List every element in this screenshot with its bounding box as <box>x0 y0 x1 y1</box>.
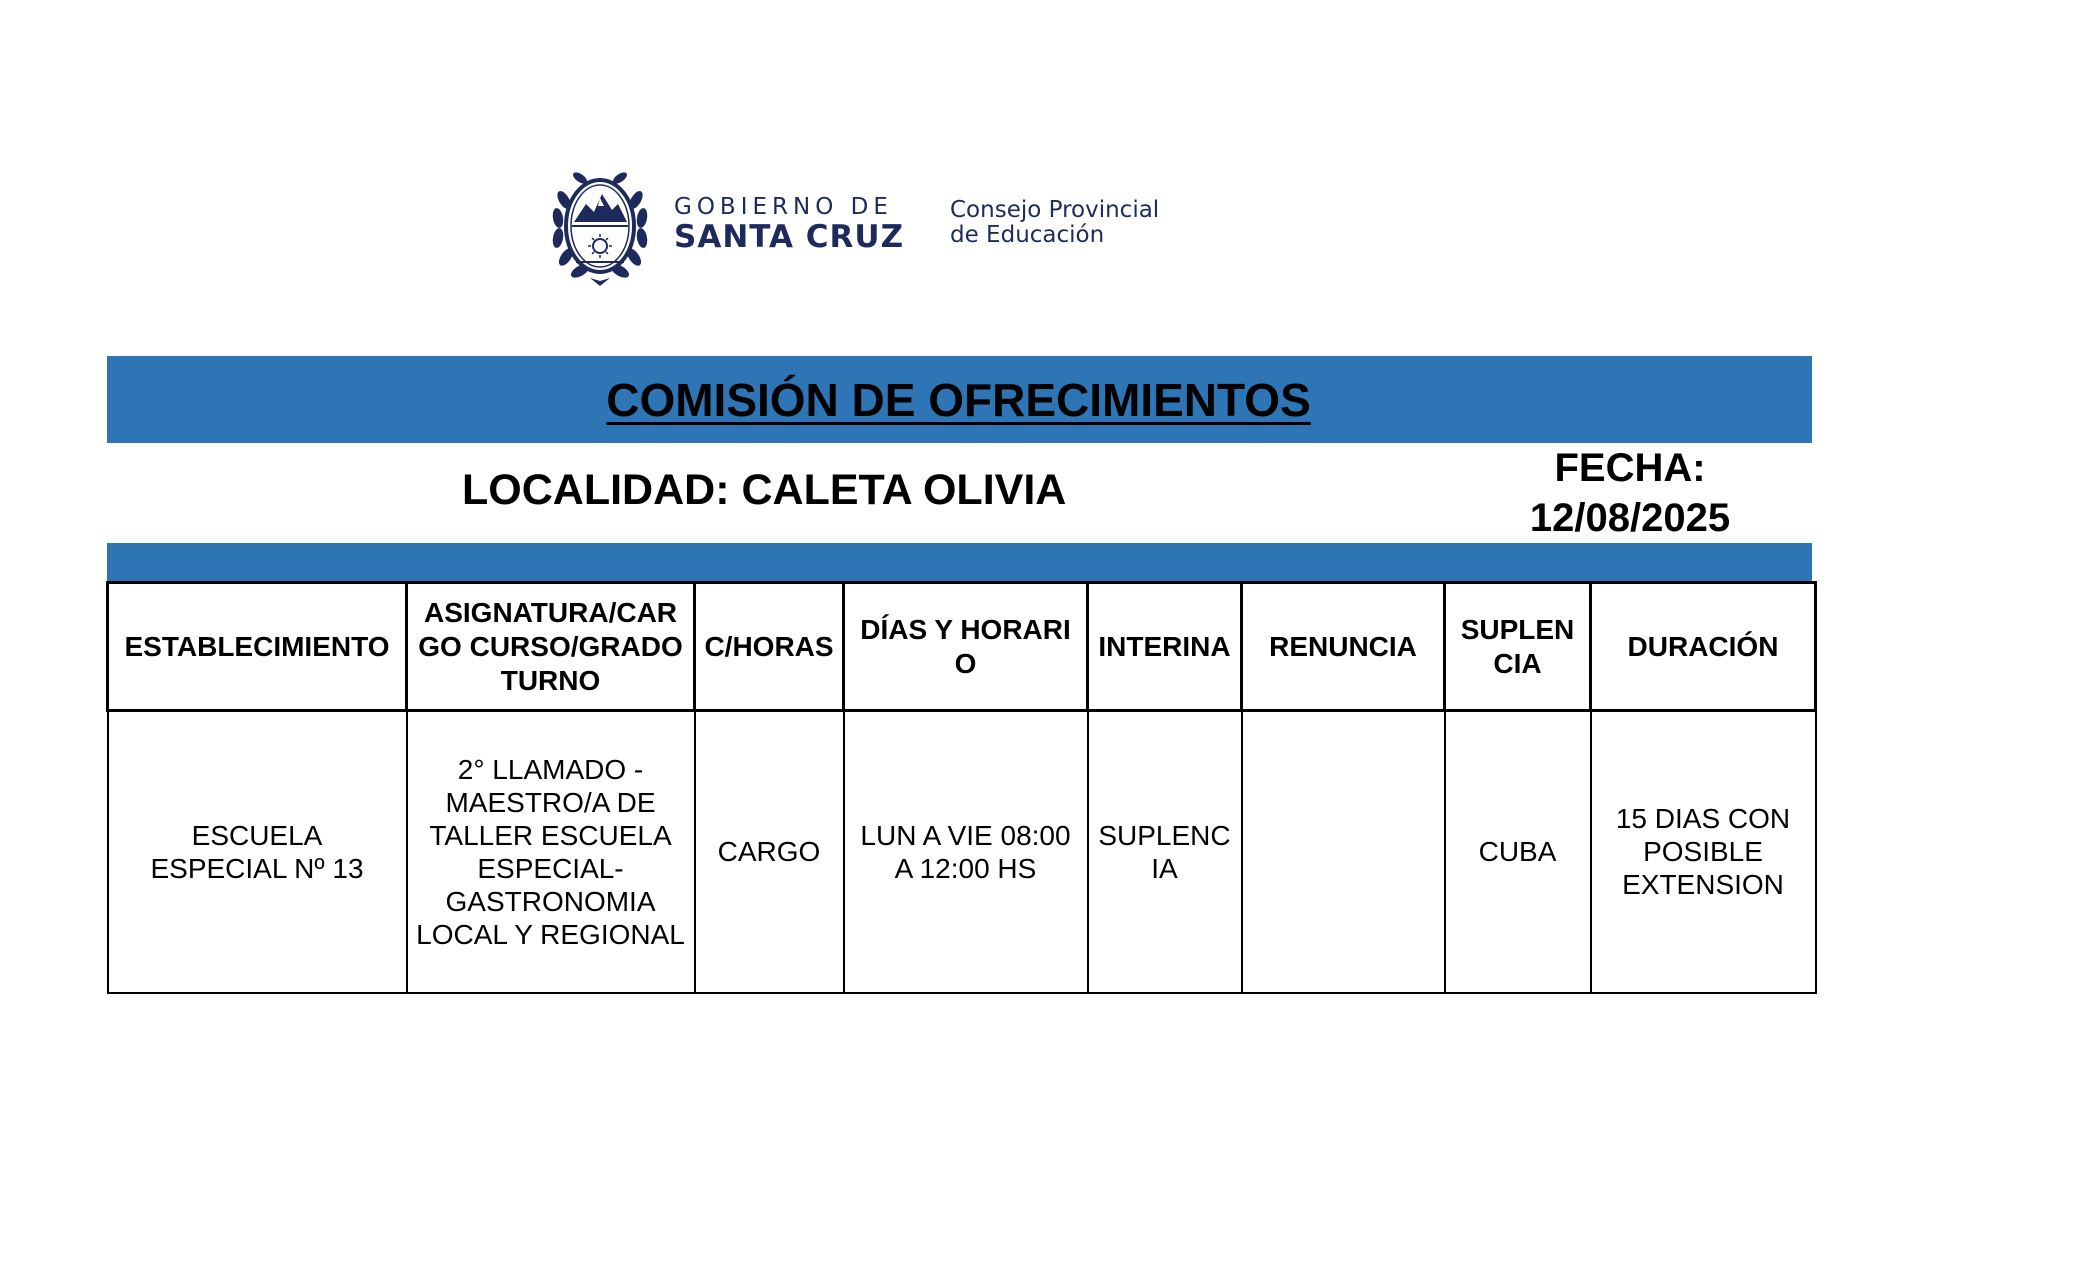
cell-renuncia <box>1242 711 1445 993</box>
table-row <box>108 711 1816 993</box>
header-renuncia: RENUNCIA <box>1242 583 1445 711</box>
cell-asignatura: 2° LLAMADO - MAESTRO/A DE TALLER ESCUELA ESPECIAL- GASTRONOMIA LOCAL Y REGIONAL <box>407 711 695 993</box>
table-header-row <box>108 583 1816 711</box>
date-block <box>1480 443 1780 543</box>
locality-label: LOCALIDAD: CALETA OLIVIA <box>462 466 1067 514</box>
government-name-line2: SANTA CRUZ <box>674 219 905 255</box>
council-name-line1: Consejo Provincial <box>950 197 1160 223</box>
separator-band <box>107 543 1812 581</box>
cell-interina: SUPLENCIA <box>1088 711 1242 993</box>
header-horas: C/HORAS <box>695 583 844 711</box>
header-duracion: DURACIÓN <box>1591 583 1816 711</box>
cell-suplencia: CUBA <box>1445 711 1591 993</box>
header-establecimiento: ESTABLECIMIENTO <box>108 583 407 711</box>
title-band <box>107 356 1812 443</box>
government-name-line1: GOBIERNO DE <box>674 194 893 220</box>
offers-table <box>106 581 1817 994</box>
header-dias-horario: DÍAS Y HORARIO <box>844 583 1088 711</box>
council-name-line2: de Educación <box>950 222 1105 248</box>
page-title: COMISIÓN DE OFRECIMIENTOS <box>606 373 1311 426</box>
header-suplencia: SUPLENCIA <box>1445 583 1591 711</box>
header-interina: INTERINA <box>1088 583 1242 711</box>
date-value: 12/08/2025 <box>1529 496 1731 540</box>
header-asignatura: ASIGNATURA/CARGO CURSO/GRADO TURNO <box>407 583 695 711</box>
cell-duracion: 15 DIAS CON POSIBLE EXTENSION <box>1591 711 1816 993</box>
header-logo <box>550 160 1190 290</box>
cell-establecimiento: ESCUELA ESPECIAL Nº 13 <box>108 711 407 993</box>
date-label: FECHA: <box>1554 446 1706 490</box>
santa-cruz-coat-of-arms-icon <box>550 160 650 288</box>
cell-horas: CARGO <box>695 711 844 993</box>
council-name <box>950 198 1159 248</box>
cell-dias-horario: LUN A VIE 08:00 A 12:00 HS <box>844 711 1088 993</box>
government-name <box>674 194 904 254</box>
